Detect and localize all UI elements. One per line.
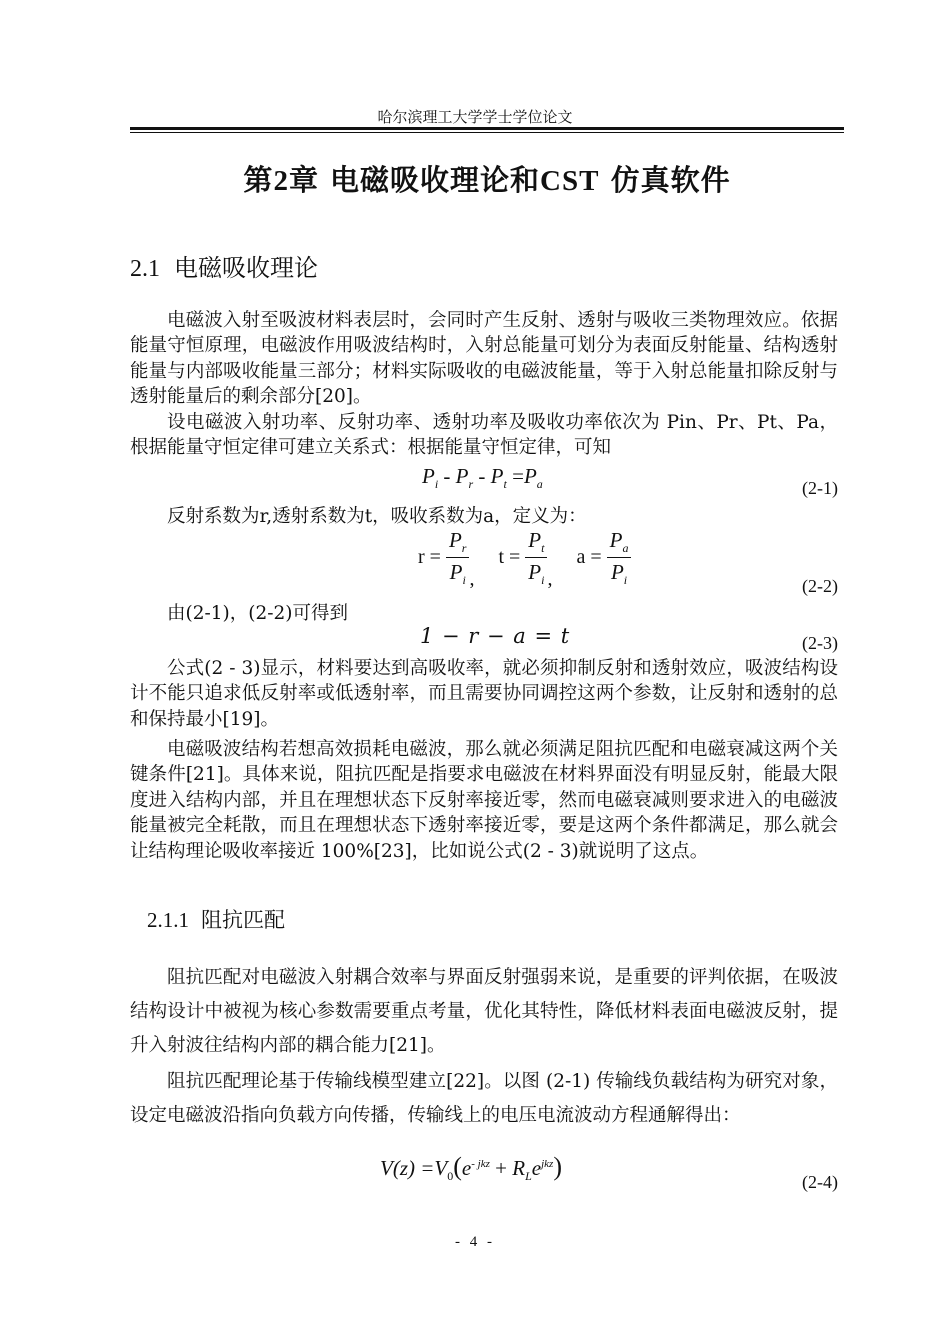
section-heading bbox=[130, 248, 318, 283]
equation-number-2-2: (2-2) bbox=[802, 576, 838, 596]
page-number: - 4 - bbox=[455, 1234, 495, 1250]
equation-2-2: r = $\frac{P_r}{P_i}$ , t = $\frac{P_t}{P_i}$ , a = $\frac{P_a}{P_i}$ bbox=[418, 528, 631, 591]
chapter-title-latin: CST bbox=[540, 165, 600, 197]
subsection-heading bbox=[147, 904, 285, 934]
fraction-t: $\frac{P_t}{P_i}$ bbox=[525, 528, 547, 588]
equation-2-4: $V(z) =V_0(e^{- jkz} + R_Le^{jkz})$ bbox=[380, 1152, 562, 1184]
chapter-title-a: 章 电磁吸收理论和 bbox=[288, 163, 541, 197]
header-rule-thick bbox=[130, 127, 844, 130]
fraction-a: $\frac{P_a}{P_i}$ bbox=[607, 528, 632, 588]
section-number: 2.1 bbox=[130, 256, 160, 282]
equation-number-2-1: (2-1) bbox=[802, 478, 838, 498]
paragraph-3: 反射系数为r,透射系数为t，吸收系数为a，定义为： bbox=[167, 506, 587, 527]
chapter-number: 2 bbox=[273, 165, 289, 197]
chapter-title-b: 仿真软件 bbox=[599, 163, 731, 197]
subsection-title: 阻抗匹配 bbox=[201, 908, 285, 932]
paragraph-1: 电磁波入射至吸波材料表层时，会同时产生反射、透射与吸收三类物理效应。依据能量守恒原理，电磁波作用吸波结构时，入射总能量可划分为表面反射能量、结构透射能量与内部吸收能量三部分；材料实际吸收的电磁波能量，等于入射总能量扣除反射与透射能量后的剩余部分[20]。 bbox=[130, 310, 838, 408]
fraction-r: $\frac{P_r}{P_i}$ bbox=[446, 528, 470, 588]
paragraph-8: 阻抗匹配理论基于传输线模型建立[22]。以图 (2-1) 传输线负载结构为研究对象，设定电磁波沿指向负载方向传播，传输线上的电压电流波动方程通解得出： bbox=[130, 1071, 838, 1126]
equation-2-1: $P_i - P_r - P_t =P_a$ bbox=[422, 464, 543, 492]
paragraph-7: 阻抗匹配对电磁波入射耦合效率与界面反射强弱来说，是重要的评判依据，在吸波结构设计中被视为核心参数需要重点考量，优化其特性，降低材料表面电磁波反射，提升入射波往结构内部的耦合能力[21]。 bbox=[130, 967, 838, 1056]
equation-number-2-3: (2-3) bbox=[802, 633, 838, 653]
chapter-prefix: 第 bbox=[243, 163, 274, 197]
equation-number-2-4: (2-4) bbox=[802, 1172, 838, 1192]
equation-2-3: 1 − r − a = t bbox=[420, 624, 571, 648]
paragraph-2: 设电磁波入射功率、反射功率、透射功率及吸收功率依次为 Pin、Pr、Pt、Pa，根据能量守恒定律可建立关系式：根据能量守恒定律，可知 bbox=[130, 412, 838, 459]
header-rule-thin bbox=[130, 132, 844, 133]
paragraph-6: 电磁吸波结构若想高效损耗电磁波，那么就必须满足阻抗匹配和电磁衰减这两个关键条件[21]。具体来说，阻抗匹配是指要求电磁波在材料界面没有明显反射，能最大限度进入结构内部，并且在理想状态下反射率接近零，然而电磁衰减则要求进入的电磁波能量被完全耗散，而且在理想状态下透射率接近零，要是这两个条件都满足，那么就会让结构理论吸收率接近 100%[23]，比如说公式(2 - 3)就说明了这点。 bbox=[130, 739, 838, 862]
section-title: 电磁吸收理论 bbox=[174, 254, 318, 282]
subsection-number: 2.1.1 bbox=[147, 908, 189, 932]
chapter-title bbox=[130, 158, 844, 199]
paragraph-5: 公式(2 - 3)显示，材料要达到高吸收率，就必须抑制反射和透射效应，吸波结构设计不能只追求低反射率或低透射率，而且需要协同调控这两个参数，让反射和透射的总和保持最小[19]。 bbox=[130, 658, 838, 730]
running-header: 哈尔滨理工大学学士学位论文 bbox=[377, 108, 573, 126]
paragraph-4: 由(2-1)，(2-2)可得到 bbox=[167, 603, 348, 624]
